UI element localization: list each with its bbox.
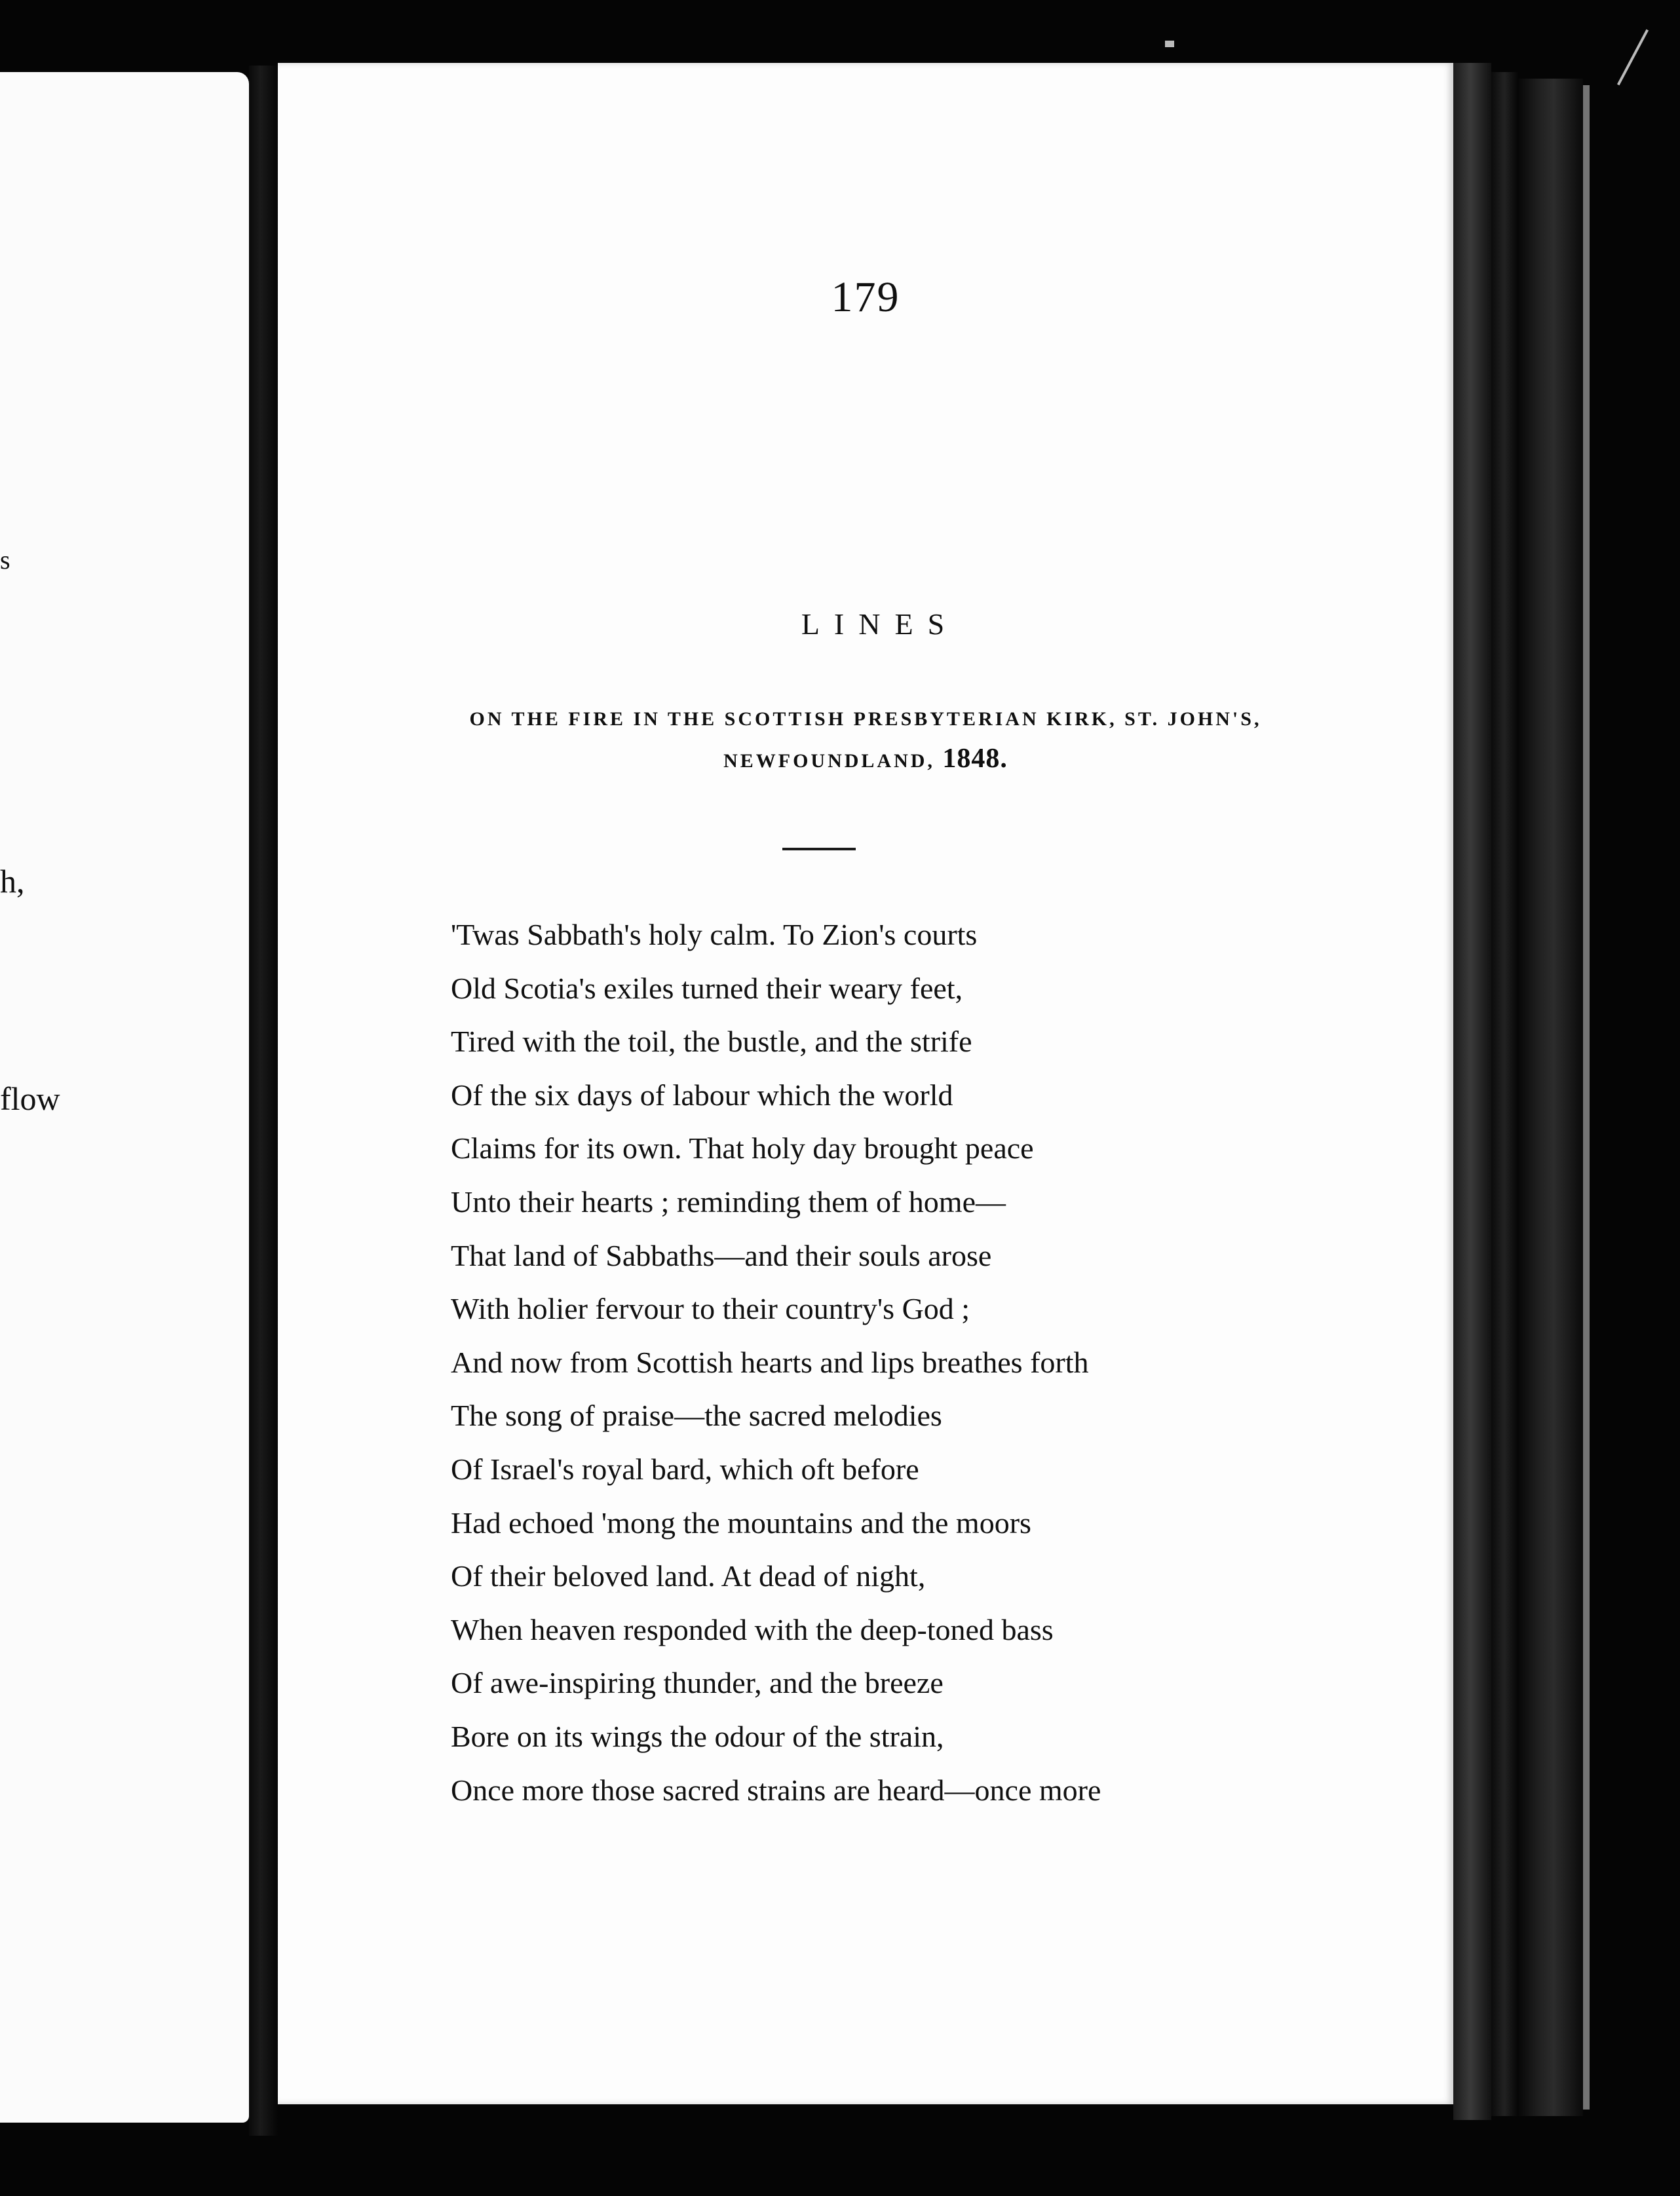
page-edge bbox=[1491, 72, 1518, 2116]
poem-line: Of awe-inspiring thunder, and the breeze bbox=[451, 1666, 944, 1700]
book-gutter bbox=[249, 66, 278, 2136]
scan-scratch bbox=[1617, 29, 1649, 86]
subtitle-year: 1848. bbox=[942, 744, 1008, 774]
poem-line: When heaven responded with the deep-toned bass bbox=[451, 1612, 1054, 1646]
page-number: 179 bbox=[831, 273, 900, 321]
poem-line: Had echoed 'mong the mountains and the moors bbox=[451, 1505, 1031, 1540]
poem-line: With holier fervour to their country's God ; bbox=[451, 1292, 970, 1326]
left-facing-page bbox=[0, 72, 249, 2123]
poem-subtitle-line-1: ON THE FIRE IN THE SCOTTISH PRESBYTERIAN KIRK, ST. JOHN'S, bbox=[469, 708, 1262, 730]
book-page bbox=[278, 63, 1453, 2104]
poem-line: Old Scotia's exiles turned their weary feet, bbox=[451, 971, 963, 1005]
section-divider bbox=[782, 848, 856, 850]
binding-highlight bbox=[1583, 85, 1590, 2110]
poem-line: Once more those sacred strains are heard—once more bbox=[451, 1773, 1101, 1807]
poem-line: Tired with the toil, the bustle, and the strife bbox=[451, 1025, 972, 1059]
scan-speck bbox=[1165, 41, 1174, 47]
poem-line: Claims for its own. That holy day brought peace bbox=[451, 1131, 1034, 1165]
poem-line: Of Israel's royal bard, which oft before bbox=[451, 1452, 919, 1486]
left-page-fragment: s bbox=[0, 545, 10, 575]
left-page-fragment: flow bbox=[0, 1080, 60, 1117]
poem-line: Of their beloved land. At dead of night, bbox=[451, 1559, 926, 1593]
poem-line: That land of Sabbaths—and their souls arose bbox=[451, 1238, 992, 1272]
poem-line: 'Twas Sabbath's holy calm. To Zion's courts bbox=[451, 918, 978, 951]
poem-line: And now from Scottish hearts and lips breathes forth bbox=[451, 1345, 1089, 1379]
poem-line: Of the six days of labour which the world bbox=[451, 1078, 953, 1112]
page-edge bbox=[1453, 63, 1491, 2120]
book-binding-edge bbox=[1518, 79, 1583, 2116]
poem-body bbox=[451, 908, 1101, 1817]
poem-line: The song of praise—the sacred melodies bbox=[451, 1399, 942, 1433]
poem-subtitle-line-2 bbox=[278, 743, 1453, 774]
poem-line: Bore on its wings the odour of the strain, bbox=[451, 1719, 944, 1753]
left-page-fragment: h, bbox=[0, 863, 25, 899]
poem-title: LINES bbox=[801, 607, 959, 641]
poem-line: Unto their hearts ; reminding them of home— bbox=[451, 1184, 1006, 1219]
subtitle-place: NEWFOUNDLAND, bbox=[723, 750, 935, 772]
